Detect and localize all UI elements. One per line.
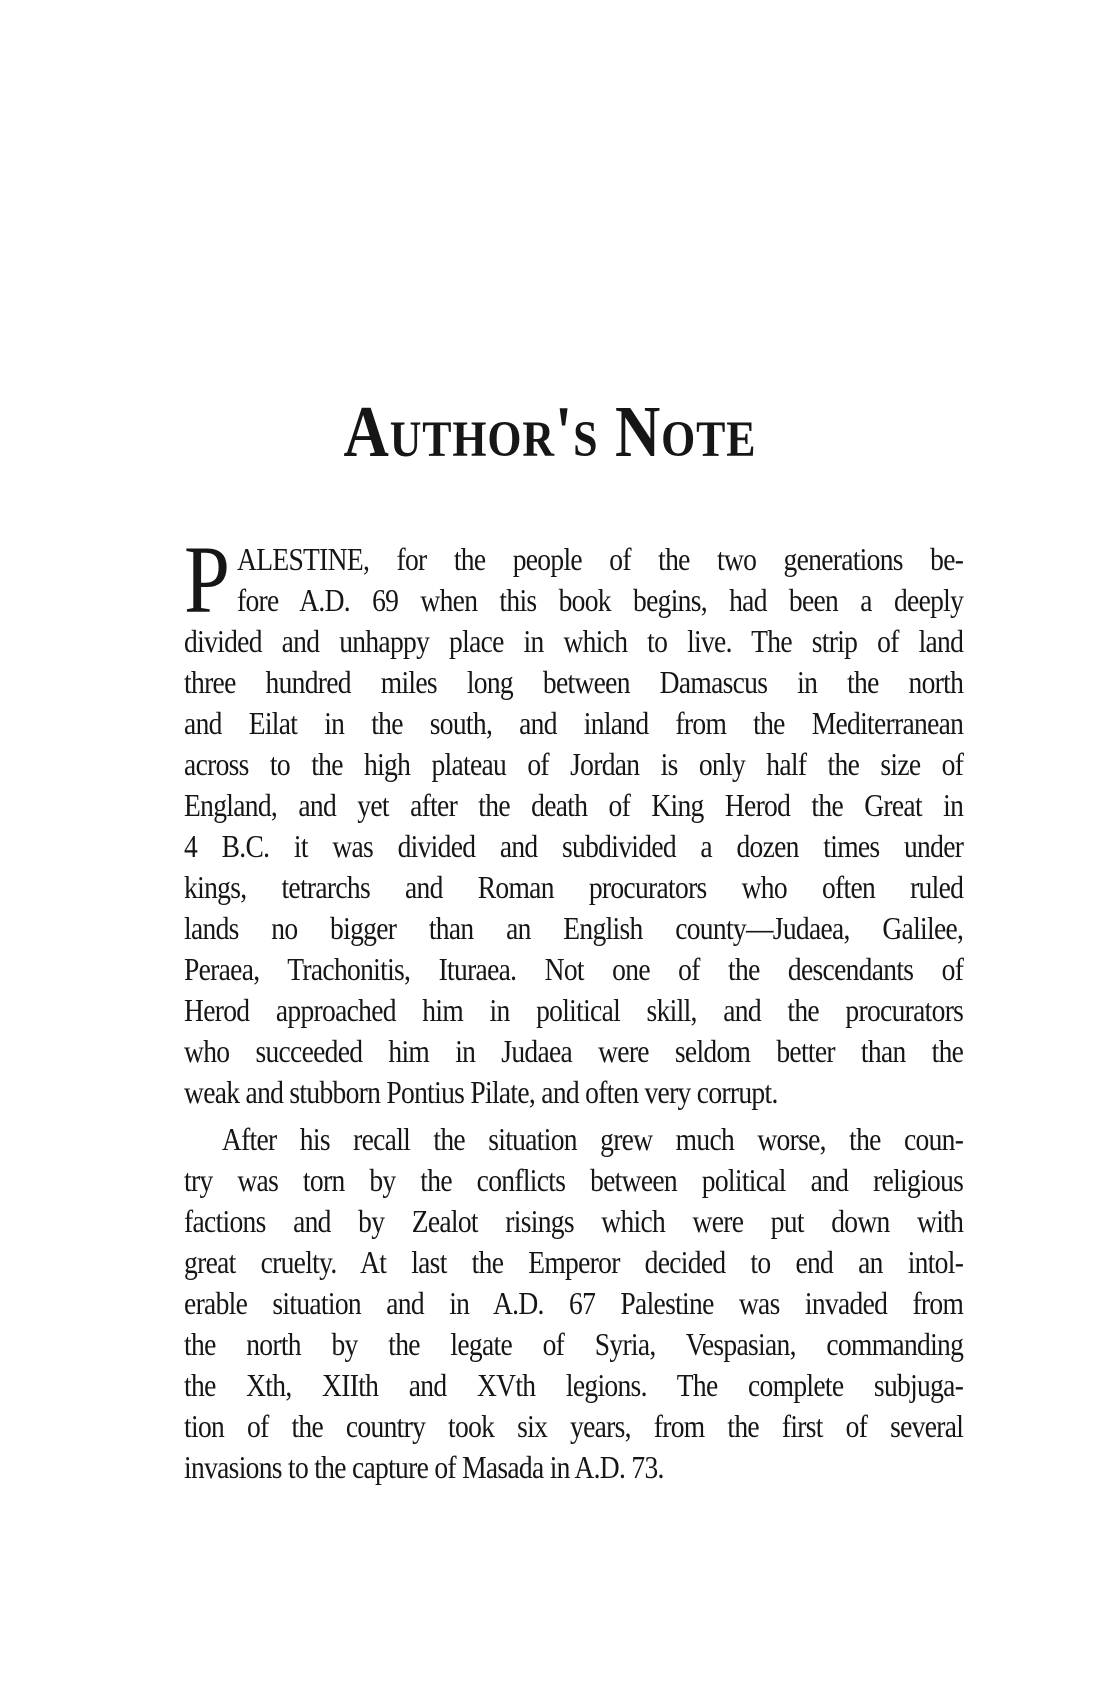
text-line: lands no bigger than an English county—Judaea, Galilee,: [184, 910, 964, 946]
text-line: try was torn by the conflicts between political and religious: [184, 1162, 964, 1198]
text-line: the Xth, XIIth and XVth legions. The complete subjuga-: [184, 1367, 964, 1403]
paragraph-one: [184, 526, 964, 1113]
text-line: the north by the legate of Syria, Vespasian, commanding: [184, 1326, 964, 1362]
text-line: across to the high plateau of Jordan is only half the size of: [184, 746, 964, 782]
text-line: Peraea, Trachonitis, Ituraea. Not one of the descendants of: [184, 951, 964, 987]
paragraph-one-lines: [184, 526, 964, 1113]
text-line: England, and yet after the death of King Herod the Great in: [184, 787, 964, 823]
text-line: tion of the country took six years, from the first of several: [184, 1408, 964, 1444]
paragraph-two-lines: [184, 1119, 963, 1488]
text-line: fore A.D. 69 when this book begins, had been a deeply: [237, 582, 964, 618]
page-title: Author's Note: [343, 391, 757, 472]
text-line: 4 B.C. it was divided and subdivided a dozen times under: [184, 828, 964, 864]
body-text: [184, 526, 964, 1488]
text-line: erable situation and in A.D. 67 Palestine was invaded from: [184, 1285, 964, 1321]
text-line: kings, tetrarchs and Roman procurators who often ruled: [184, 869, 964, 905]
paragraph-two: [184, 1119, 963, 1488]
text-line: three hundred miles long between Damascus in the north: [184, 664, 964, 700]
text-line: After his recall the situation grew much worse, the coun-: [221, 1121, 964, 1157]
content-wrapper: [0, 391, 1100, 1488]
text-line: weak and stubborn Pontius Pilate, and often very corrupt.: [184, 1074, 778, 1110]
text-line: great cruelty. At last the Emperor decided to end an intol-: [184, 1244, 964, 1280]
text-line: factions and by Zealot risings which were put down with: [184, 1203, 964, 1239]
text-line: ALESTINE, for the people of the two generations be-: [237, 541, 964, 577]
text-line: divided and unhappy place in which to live. The strip of land: [184, 623, 964, 659]
text-line: and Eilat in the south, and inland from the Mediterranean: [184, 705, 964, 741]
drop-cap: P: [184, 526, 230, 633]
text-line: who succeeded him in Judaea were seldom better than the: [184, 1033, 964, 1069]
text-line: Herod approached him in political skill, and the procurators: [184, 992, 964, 1028]
text-line: invasions to the capture of Masada in A.D. 73.: [184, 1449, 664, 1485]
